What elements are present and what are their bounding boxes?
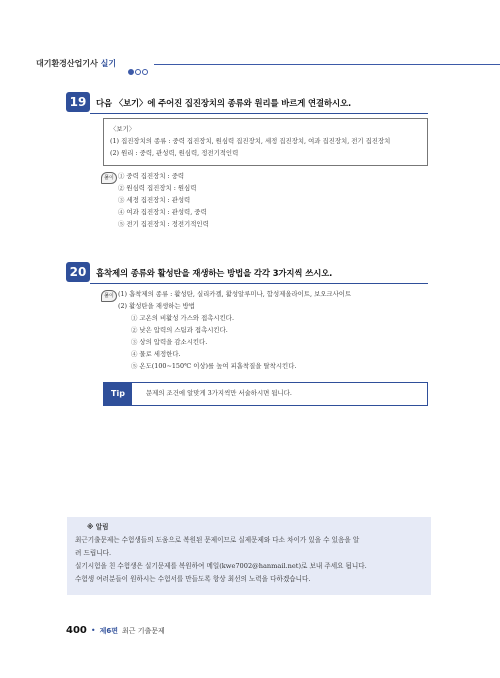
header-rule — [154, 64, 500, 65]
answer-line: ③ 상의 압력을 감소시킨다. — [131, 338, 208, 346]
answer-icon — [101, 290, 117, 302]
question-number-20: 20 — [66, 262, 90, 282]
answer-20 — [118, 288, 351, 372]
bullet-icon: • — [90, 626, 96, 635]
header-dots — [128, 60, 149, 79]
answer-bubble-icon: 풀이 — [101, 172, 117, 184]
answer-line: ② 원심력 집진장치 : 원심력 — [118, 184, 197, 192]
book-title: 대기환경산업기사 — [36, 59, 98, 68]
question-20-underline — [90, 283, 428, 284]
question-19-text: 다음 〈보기〉에 주어진 집진장치의 종류와 원리를 바르게 연결하시오. — [96, 98, 352, 108]
answer-line: (2) 활성탄을 재생하는 방법 — [118, 302, 195, 310]
dot-filled — [128, 69, 134, 75]
bogi-heading: 〈보기〉 — [110, 125, 136, 133]
answer-bubble-icon: 풀이 — [101, 290, 117, 302]
answer-line: ⑤ 전기 집진장치 : 정전기적인력 — [118, 220, 209, 228]
page-number: 400 — [66, 625, 87, 636]
answer-line: ④ 물로 세정한다. — [131, 350, 181, 358]
answer-line: ① 중력 집진장치 : 중력 — [118, 172, 185, 180]
page-footer — [66, 618, 165, 637]
tip-text: 문제의 조건에 알맞게 3가지씩만 서술하시면 됩니다. — [146, 389, 292, 397]
header-title — [36, 58, 116, 69]
notice-title: ※ 알림 — [87, 523, 109, 531]
bogi-line: (2) 원리 : 중력, 관성력, 원심력, 정전기적인력 — [110, 149, 239, 157]
bogi-box — [103, 118, 428, 166]
notice-line: 려 드립니다. — [75, 549, 112, 557]
footer-part: 제6편 — [99, 627, 118, 635]
notice-line: 실기시험을 친 수험생은 실기문제를 복원하여 메일(kwe7002@hanmail.net)로 보내 주세요 됩니다. — [75, 562, 367, 570]
question-20-text: 흡착제의 종류와 활성탄을 재생하는 방법을 각각 3가지씩 쓰시오. — [96, 268, 333, 278]
answer-line: ② 낮은 압력의 스팀과 접촉시킨다. — [131, 326, 228, 334]
notice-line: 수험생 여러분들이 원하시는 수험서를 만들도록 항상 최선의 노력을 다하겠습니다. — [75, 575, 311, 583]
answer-19 — [118, 170, 209, 230]
header-section: 실기 — [100, 59, 117, 68]
answer-line: ① 고온의 비활성 가스와 접촉시킨다. — [131, 314, 234, 322]
notice-box — [67, 517, 431, 595]
answer-line: (1) 흡착제의 종류 : 활성탄, 실리카겔, 활성알루미나, 합성제올라이트, 보오크사이트 — [118, 290, 352, 298]
dot-outline — [135, 69, 141, 75]
answer-icon — [101, 172, 117, 184]
question-number-19: 19 — [66, 92, 90, 112]
running-header — [0, 58, 500, 72]
answer-line: ④ 여과 집진장치 : 관성력, 중력 — [118, 208, 207, 216]
bogi-line: (1) 집진장치의 종류 : 중력 집진장치, 원심력 집진장치, 세정 집진장치, 여과 집진장치, 전기 집진장치 — [110, 137, 391, 145]
answer-line: ③ 세정 집진장치 : 관성력 — [118, 196, 191, 204]
notice-line: 최근기출문제는 수험생들의 도움으로 복원된 문제이므로 실제문제와 다소 차이가 있을 수 있음을 알 — [75, 536, 360, 544]
question-19-underline — [90, 113, 428, 114]
tip-box — [103, 382, 428, 406]
tip-label: Tip — [104, 383, 132, 405]
answer-line: ⑤ 온도(100∼150℃ 이상)를 높여 피흡착질을 탈착시킨다. — [131, 362, 297, 370]
dot-outline — [142, 69, 148, 75]
footer-section: 최근 기출문제 — [122, 627, 165, 635]
